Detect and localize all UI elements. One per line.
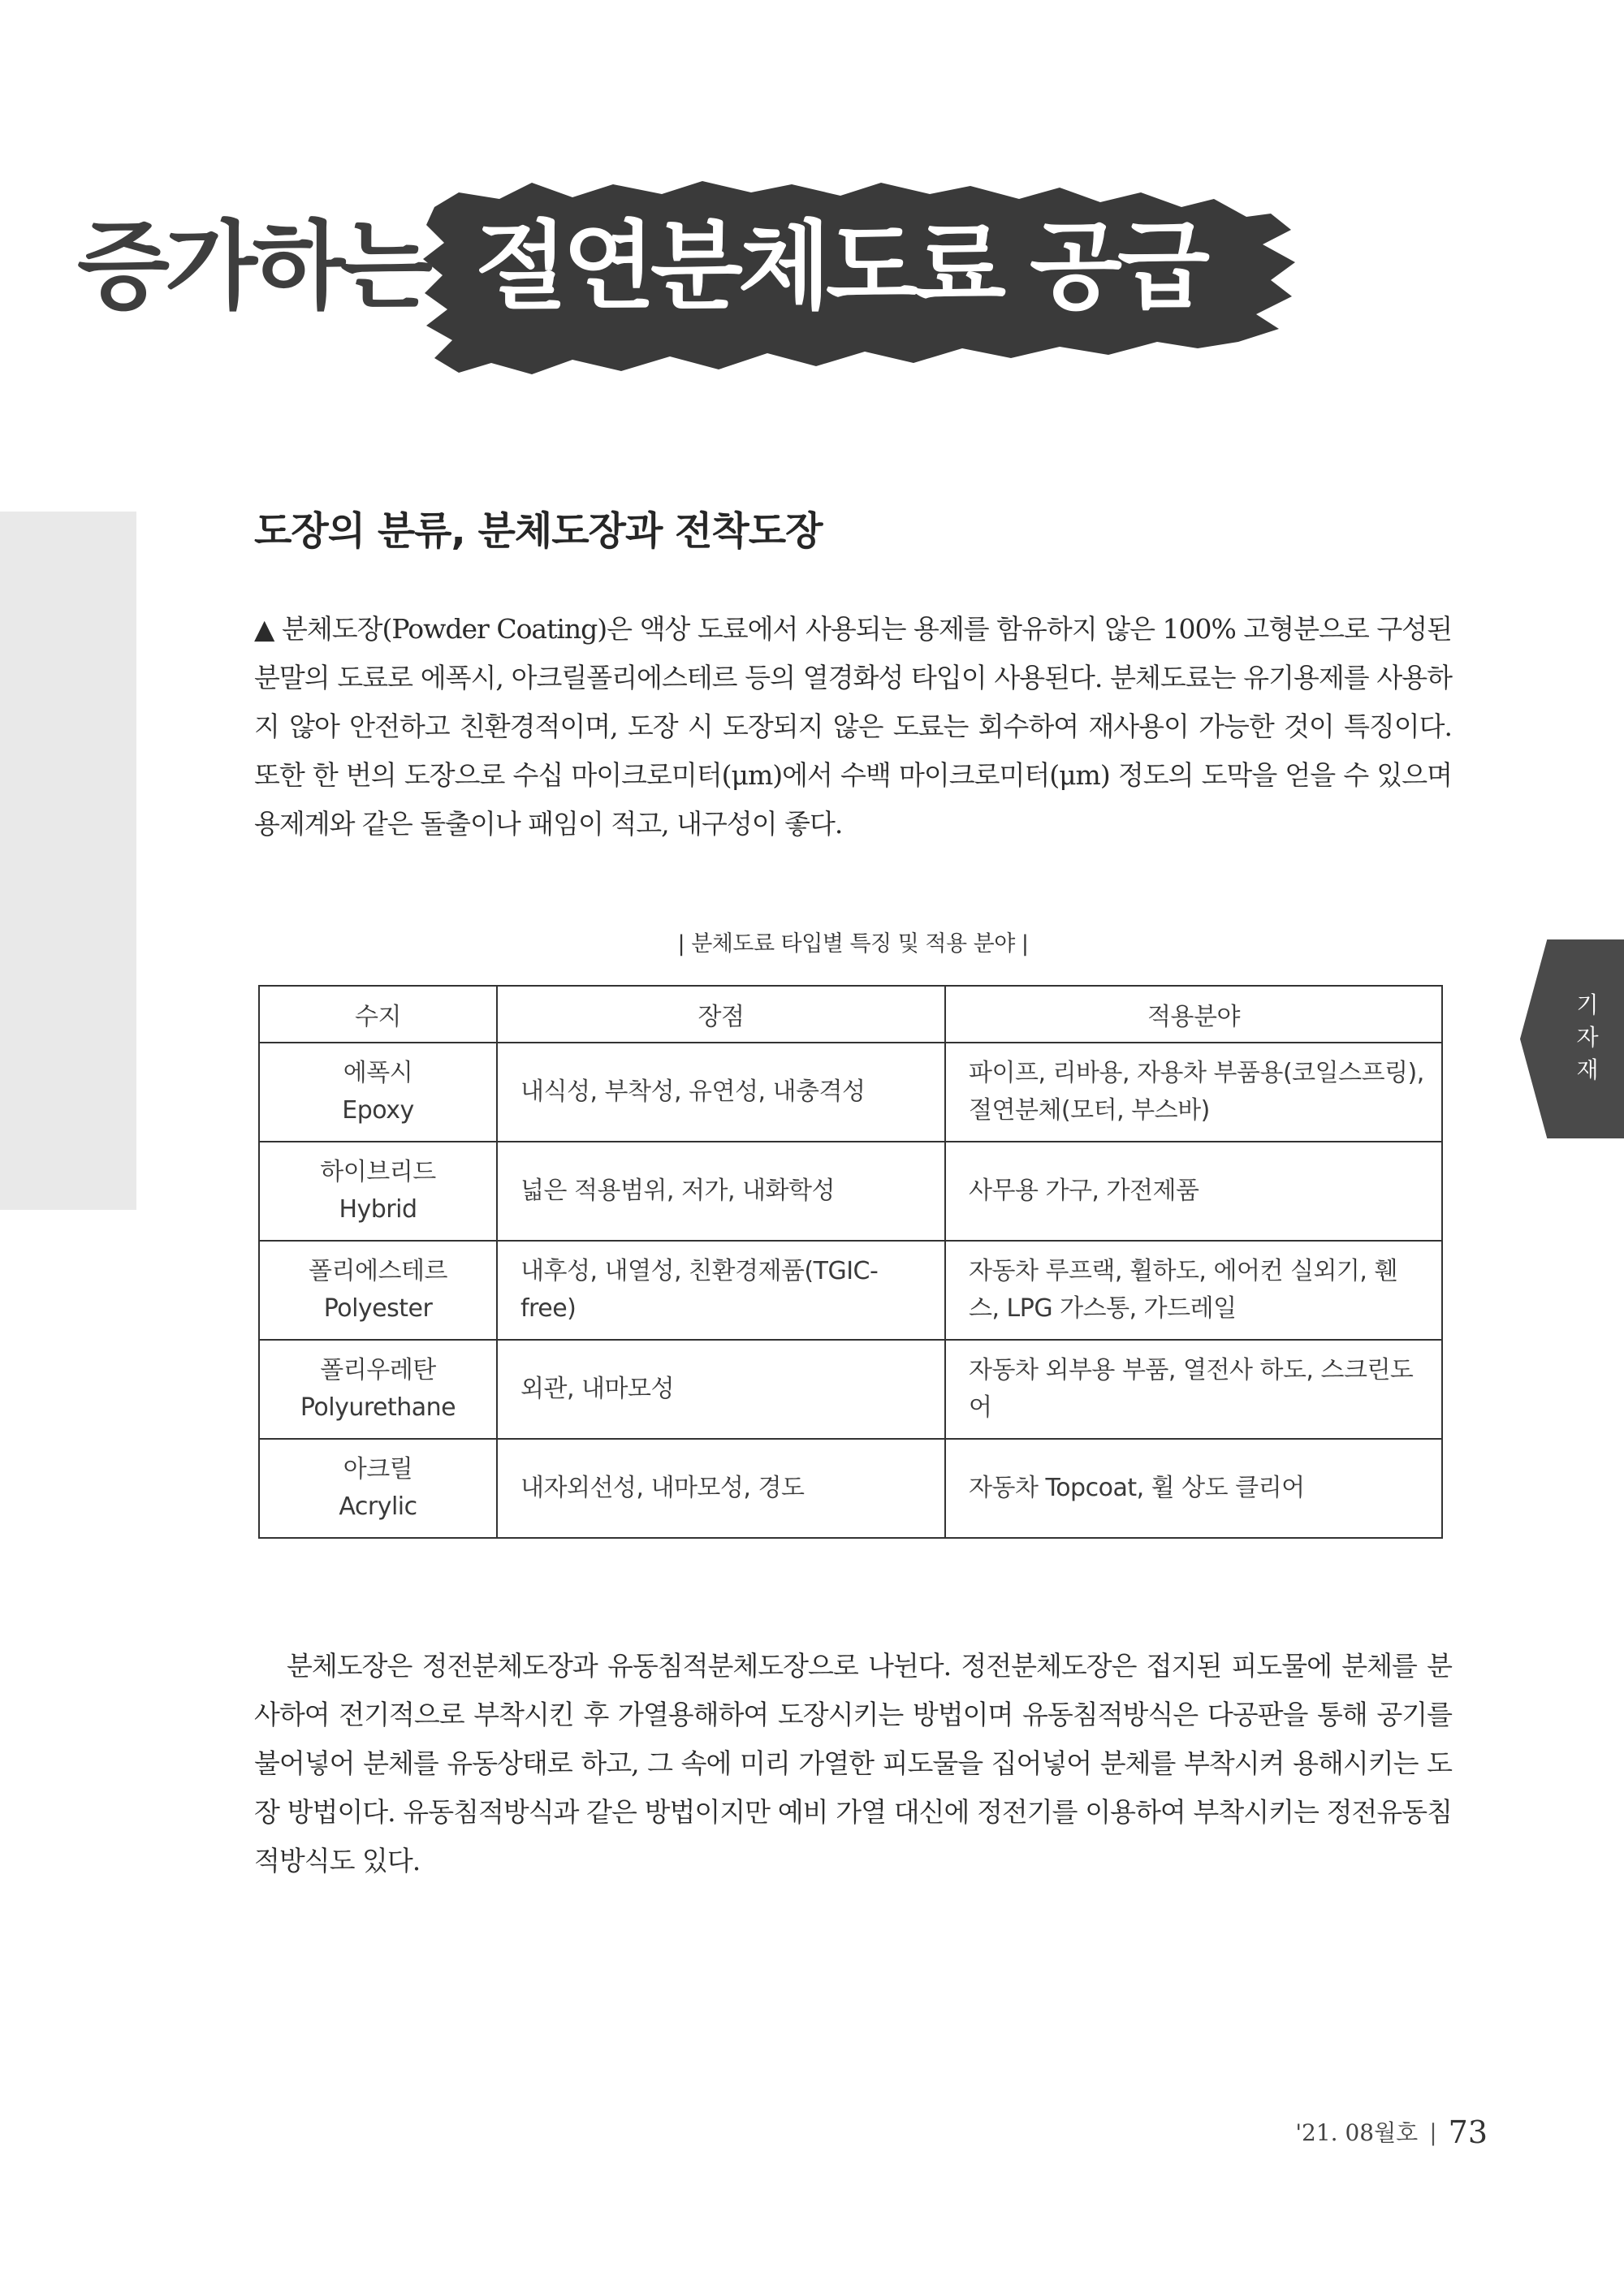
applications-cell: 사무용 가구, 가전제품 [945, 1142, 1442, 1241]
resin-cell [259, 1340, 497, 1439]
resin-name-ko: 하이브리드 [320, 1158, 436, 1186]
title-part-two: 절연분체도료 공급 [475, 210, 1205, 322]
header-resin: 수지 [259, 986, 497, 1043]
table-row [259, 1340, 1442, 1439]
table-row [259, 1439, 1442, 1538]
issue-label: '21. 08월호 [1295, 2119, 1419, 2146]
section-heading: 도장의 분류, 분체도장과 전착도장 [254, 508, 823, 554]
table-caption: | 분체도료 타입별 특징 및 적용 분야 | [677, 931, 1029, 957]
side-tab-char: 기 [1576, 991, 1599, 1018]
applications-cell: 파이프, 리바용, 자용차 부품용(코일스프링), 절연분체(모터, 부스바) [945, 1043, 1442, 1142]
header-applications: 적용분야 [945, 986, 1442, 1043]
resin-type-table [258, 985, 1441, 1539]
table-row [259, 1241, 1442, 1340]
footer-separator: | [1429, 2119, 1437, 2146]
applications-cell: 자동차 외부용 부품, 열전사 하도, 스크린도어 [945, 1340, 1442, 1439]
advantages-cell: 내자외선성, 내마모성, 경도 [497, 1439, 945, 1538]
resin-name-ko: 아크릴 [343, 1455, 413, 1484]
table-header-row [259, 986, 1442, 1043]
section-side-tab-label [1563, 989, 1612, 1086]
header-advantages: 장점 [497, 986, 945, 1043]
resin-name-en: Hybrid [339, 1195, 417, 1224]
table-row [259, 1142, 1442, 1241]
side-tab-char: 자 [1576, 1024, 1599, 1051]
body-paragraph-1: ▲ 분체도장(Powder Coating)은 액상 도료에서 사용되는 용제를 함유하지 않은 100% 고형분으로 구성된 분말의 도료로 에폭시, 아크릴폴리에스테르 등의 열경화성 타입이 사용된다. 분체도료는 유기용제를 사용하지 않아 안전하고 친환경적이며, 도장 시 도장되지 않은 도료는 회수하여 재사용이 가능한 것이 특징이다. 또한 한 번의 도장으로 수십 마이크로미터(μm)에서 수백 마이크로미터(μm) 정도의 도막을 얻을 수 있으며 용제계와 같은 돌출이나 패임이 적고, 내구성이 좋다. [254, 613, 1452, 840]
advantages-cell: 외관, 내마모성 [497, 1340, 945, 1439]
advantages-cell: 넓은 적용범위, 저가, 내화학성 [497, 1142, 945, 1241]
advantages-cell: 내식성, 부착성, 유연성, 내충격성 [497, 1043, 945, 1142]
applications-cell: 자동차 루프랙, 휠하도, 에어컨 실외기, 휀스, LPG 가스통, 가드레일 [945, 1241, 1442, 1340]
resin-name-en: Polyurethane [300, 1393, 456, 1422]
title-part-one: 증가하는 [77, 210, 428, 322]
resin-name-ko: 폴리에스테르 [309, 1257, 447, 1285]
applications-cell: 자동차 Topcoat, 휠 상도 클리어 [945, 1439, 1442, 1538]
resin-name-en: Acrylic [339, 1492, 417, 1521]
side-tab-char: 재 [1576, 1056, 1599, 1083]
resin-name-en: Epoxy [342, 1096, 414, 1125]
resin-cell [259, 1043, 497, 1142]
resin-cell [259, 1439, 497, 1538]
resin-name-ko: 폴리우레탄 [320, 1356, 436, 1384]
page-number: 73 [1448, 2114, 1488, 2150]
page-footer [1295, 2114, 1488, 2150]
table-row [259, 1043, 1442, 1142]
title-area [77, 175, 1303, 382]
resin-cell [259, 1142, 497, 1241]
body-paragraph-2: 분체도장은 정전분체도장과 유동침적분체도장으로 나뉜다. 정전분체도장은 접지된 피도물에 분체를 분사하여 전기적으로 부착시킨 후 가열용해하여 도장시키는 방법이며 유동침적방식은 다공판을 통해 공기를 불어넣어 분체를 유동상태로 하고, 그 속에 미리 가열한 피도물을 집어넣어 분체를 부착시켜 용해시키는 도장 방법이다. 유동침적방식과 같은 방법이지만 예비 가열 대신에 정전기를 이용하여 부착시키는 정전유동침적방식도 있다. [254, 1650, 1452, 1877]
side-gray-block [0, 512, 136, 1210]
resin-name-ko: 에폭시 [343, 1059, 413, 1087]
advantages-cell: 내후성, 내열성, 친환경제품(TGIC-free) [497, 1241, 945, 1340]
resin-cell [259, 1241, 497, 1340]
resin-name-en: Polyester [323, 1294, 433, 1323]
